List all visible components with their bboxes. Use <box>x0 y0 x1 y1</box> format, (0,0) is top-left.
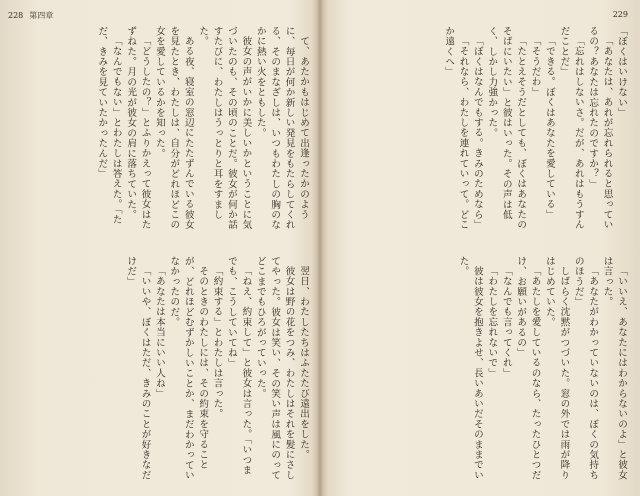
left-upper-paragraph-5: 「なんでもない」とわたしは答えた。「ただ、きみを見ていたかったんだ」 <box>96 26 122 225</box>
right-upper-paragraph-8: 「それなら、わたしを連れていって。どこか遠くへ」 <box>443 26 469 230</box>
right-lower-paragraph-7: 彼は彼女を抱きよせ、長いあいだそのままでいた。 <box>457 256 483 480</box>
left-page <box>0 0 318 496</box>
left-upper-paragraph-1: て、あたかもはじめて出逢ったかのように、毎日が何か新しい発見をもたらしてくれる、そのまなざしは、いつもわたしの胸のなかに熱い火をともした。 <box>254 26 309 230</box>
right-upper-paragraph-6: 「たとえそうだとしても、ぼくはあなたのそばにいたい」と彼はいった。その声は低く、しかし力強かった。 <box>486 26 527 230</box>
right-page-header <box>613 10 628 19</box>
right-upper-text-block <box>328 26 628 234</box>
left-lower-paragraph-5: そのときのわたしには、その約束を守ることが、どれほどむずかしいことか、まだわかっていなかったのだ。 <box>168 256 209 481</box>
right-lower-paragraph-3: しばらく沈黙がつづいた。窓の外では雨が降りはじめていた。 <box>543 256 570 480</box>
left-lower-paragraph-4: 「約束する」とわたしは言った。 <box>211 265 223 419</box>
right-lower-paragraph-2: 「あなたがわかっていないのは、ぼくの気持ちのほうだ」 <box>572 256 599 480</box>
right-upper-paragraph-4: 「できる。ぼくはあなたを愛している」 <box>543 35 555 220</box>
right-upper-paragraph-2: 「あなたは、あれが忘れられると思っているの？あなたは忘れたのですか？」 <box>587 26 613 230</box>
right-lower-paragraph-1: 「いいえ、あなたにはわからないのよ」と彼女は言った。 <box>601 256 627 480</box>
right-upper-paragraph-3: 「忘れはしないさ。だが、あれはもうすんだことだ」 <box>558 26 584 230</box>
left-lower-paragraph-1: 翌日、わたしたちはふたたび遠出をした。 <box>298 265 309 460</box>
right-lower-paragraph-4: 「あたしを愛しているのなら、たったひとつだけ、お願いがあるの」 <box>515 256 541 480</box>
right-lower-paragraph-5: 「なんでも言ってくれ」 <box>500 265 512 378</box>
left-upper-paragraph-3: ある夜、寝室の窓辺にたたずんでいる彼女を見たとき、わたしは、自分がどれほどこの女を愛しているかを知った。 <box>153 26 194 230</box>
left-lower-paragraph-7: 「いいや、ぼくはただ、きみのことが好きなだけだ」 <box>125 256 151 480</box>
left-page-header <box>8 10 53 21</box>
right-upper-paragraph-1: 「ぼくはいけない」 <box>616 26 627 118</box>
left-lower-text-block <box>10 256 310 484</box>
left-lower-paragraph-2: 彼女は野の花をつみ、わたしはそれを髪にさしてやった。彼女は笑い、その笑い声は風にのってどこまでもひろがっていった。 <box>254 256 295 481</box>
left-upper-text-block <box>10 26 310 234</box>
left-lower-paragraph-3: 「ねえ、約束して」と彼女は言った。「いつまでも、こうしていてね」 <box>225 256 252 475</box>
left-page-chapter: 第四章 <box>29 11 54 20</box>
right-lower-text-block <box>328 256 628 484</box>
left-lower-paragraph-6: 「あなたは本当にいい人ね」 <box>153 265 165 399</box>
right-upper-paragraph-7: 「ぼくはなんでもする。きみのためなら」 <box>471 35 483 230</box>
left-upper-paragraph-4: 「どうしたの？」とふりかえって彼女はたずねた。月の光が彼女の肩に落ちていた。 <box>125 26 151 230</box>
right-upper-paragraph-5: 「そうだわ」 <box>529 35 541 97</box>
left-page-number: 228 <box>8 11 24 20</box>
right-page <box>322 0 640 496</box>
right-page-number: 229 <box>612 10 628 19</box>
left-upper-paragraph-2: 彼女の声がいかに美しいかということに気づいたのも、その頃のことだ。彼女が何か話すたびに、わたしはうっとりと耳をすました。 <box>197 26 252 230</box>
right-lower-paragraph-6: 「わたしを忘れないで」 <box>486 265 498 378</box>
